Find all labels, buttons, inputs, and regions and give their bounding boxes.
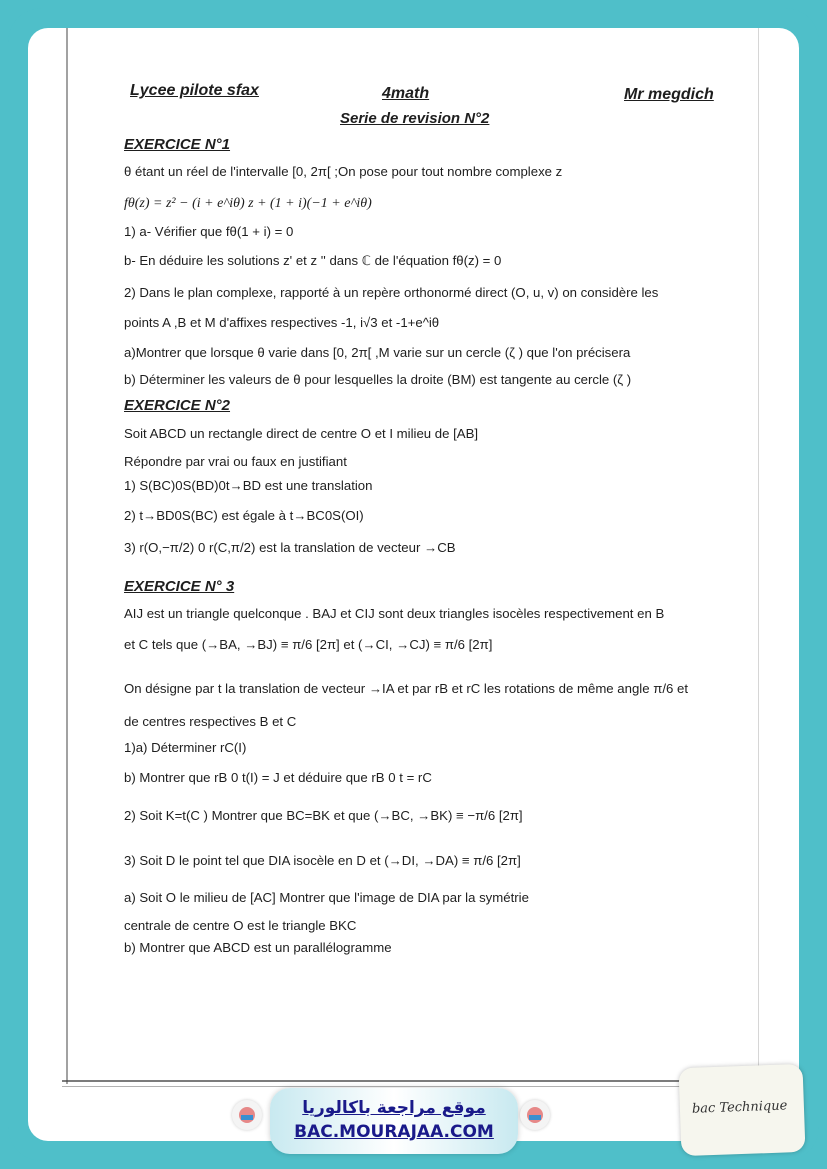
exercise-2-title: EXERCICE N°2 xyxy=(124,397,231,414)
ex3-line-11: b) Montrer que ABCD est un parallélogramme xyxy=(124,940,392,955)
ex1-line-8: b) Déterminer les valeurs de θ pour lesquelles la droite (BM) est tangente au cercle (ζ ) xyxy=(124,372,632,387)
ex3-line-6: b) Montrer que rB 0 t(I) = J et déduire que rB 0 t = rC xyxy=(124,770,432,785)
site-logo-right xyxy=(520,1100,550,1130)
ex3-line-8: 3) Soit D le point tel que DIA isocèle en D et (→DI, →DA) ≡ π/6 [2π] xyxy=(124,853,521,868)
school-name: Lycee pilote sfax xyxy=(130,82,259,99)
ex1-line-7: a)Montrer que lorsque θ varie dans [0, 2π[ ,M varie sur un cercle (ζ ) que l'on précisera xyxy=(124,345,631,360)
ex2-line-4: 2) t→BD0S(BC) est égale à t→BC0S(OI) xyxy=(124,508,364,523)
ex2-line-3: 1) S(BC)0S(BD)0t→BD est une translation xyxy=(124,478,373,493)
ex1-line-6: points A ,B et M d'affixes respectives -1, i√3 et -1+e^iθ xyxy=(124,315,440,330)
bac-technique-stamp xyxy=(679,1064,806,1156)
ex1-line-4: b- En déduire les solutions z' et z '' dans ℂ de l'équation fθ(z) = 0 xyxy=(124,253,502,268)
site-logo-left xyxy=(232,1100,262,1130)
scan-edge-right xyxy=(758,28,759,1084)
ex1-line-3: 1) a- Vérifier que fθ(1 + i) = 0 xyxy=(124,224,294,239)
scan-edge-bottom xyxy=(62,1080,762,1082)
ex3-line-4: de centres respectives B et C xyxy=(124,714,297,729)
ex2-line-5: 3) r(O,−π/2) 0 r(C,π/2) est la translation de vecteur →CB xyxy=(124,540,456,555)
ex2-line-2: Répondre par vrai ou faux en justifiant xyxy=(124,454,347,469)
ex1-line-5: 2) Dans le plan complexe, rapporté à un repère orthonormé direct (O, u, v) on considère les xyxy=(124,285,659,300)
site-name-arabic: موقع مراجعة باكالوريا xyxy=(302,1098,486,1118)
site-url[interactable]: BAC.MOURAJAA.COM xyxy=(294,1122,494,1142)
ex3-line-10: centrale de centre O est le triangle BKC xyxy=(124,918,357,933)
teacher-name: Mr megdich xyxy=(624,86,714,103)
exercise-3-title: EXERCICE N° 3 xyxy=(124,578,235,595)
ex3-line-5: 1)a) Déterminer rC(I) xyxy=(124,740,247,755)
stamp-text: bac Technique xyxy=(691,1098,788,1117)
ex1-line-2: fθ(z) = z² − (i + e^iθ) z + (1 + i)(−1 + e^iθ) xyxy=(124,196,372,211)
ex3-line-3: On désigne par t la translation de vecteur →IA et par rB et rC les rotations de même angle π/6 et xyxy=(124,681,688,696)
scan-edge-bottom-2 xyxy=(62,1086,762,1087)
class-name: 4math xyxy=(382,85,430,102)
series-title: Serie de revision N°2 xyxy=(340,110,490,127)
site-banner[interactable] xyxy=(270,1088,518,1154)
ex3-line-9: a) Soit O le milieu de [AC] Montrer que l'image de DIA par la symétrie xyxy=(124,890,529,905)
ex1-line-1: θ étant un réel de l'intervalle [0, 2π[ ;On pose pour tout nombre complexe z xyxy=(124,164,563,179)
ex2-line-1: Soit ABCD un rectangle direct de centre O et I milieu de [AB] xyxy=(124,426,479,441)
ex3-line-2: et C tels que (→BA, →BJ) ≡ π/6 [2π] et (→CI, →CJ) ≡ π/6 [2π] xyxy=(124,637,493,652)
ex3-line-1: AIJ est un triangle quelconque . BAJ et CIJ sont deux triangles isocèles respectivement en B xyxy=(124,606,665,621)
scan-edge-left xyxy=(66,28,68,1084)
ex3-line-7: 2) Soit K=t(C ) Montrer que BC=BK et que (→BC, →BK) ≡ −π/6 [2π] xyxy=(124,808,523,823)
exercise-1-title: EXERCICE N°1 xyxy=(124,136,231,153)
